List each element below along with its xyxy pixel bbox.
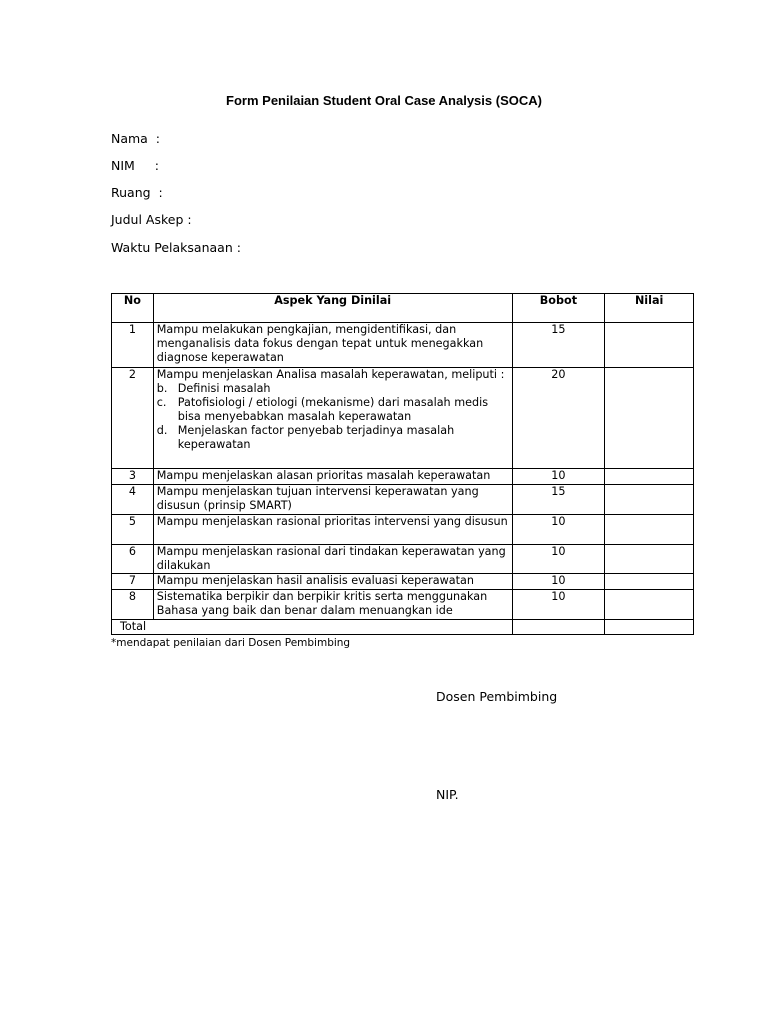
row-bobot: 10 <box>512 590 605 620</box>
field-ruang: Ruang : <box>111 185 163 200</box>
table-row <box>112 590 694 620</box>
row-aspek: Mampu menjelaskan rasional dari tindakan keperawatan yang dilakukan <box>153 545 512 574</box>
row-nilai-cell[interactable] <box>605 323 694 368</box>
field-nama: Nama : <box>111 131 161 146</box>
row-nilai-cell[interactable] <box>605 590 694 620</box>
row-aspek-intro: Mampu menjelaskan Analisa masalah keperawatan, meliputi : <box>156 368 505 381</box>
row-nilai-cell[interactable] <box>605 515 694 545</box>
row-aspek <box>153 368 512 469</box>
signature-nip: NIP. <box>436 787 459 802</box>
row-aspek: Mampu menjelaskan alasan prioritas masalah keperawatan <box>153 469 512 485</box>
field-waktu-pelaksanaan: Waktu Pelaksanaan : <box>111 240 241 255</box>
row-bobot: 10 <box>512 574 605 590</box>
sub-text: Definisi masalah <box>177 382 271 395</box>
row-no: 6 <box>112 545 154 574</box>
row-no: 8 <box>112 590 154 620</box>
header-nilai: Nilai <box>605 294 694 323</box>
table-row <box>112 368 694 469</box>
row-no: 5 <box>112 515 154 545</box>
field-judul-askep: Judul Askep : <box>111 212 192 227</box>
sub-marker: d. <box>156 424 168 437</box>
row-nilai-cell[interactable] <box>605 574 694 590</box>
header-aspek: Aspek Yang Dinilai <box>153 294 512 323</box>
sub-item <box>157 424 509 452</box>
sub-marker: b. <box>156 382 168 395</box>
table-row <box>112 323 694 368</box>
sub-marker: c. <box>156 396 167 409</box>
table-header-row <box>112 294 694 323</box>
row-aspek: Mampu menjelaskan rasional prioritas intervensi yang disusun <box>153 515 512 545</box>
row-aspek: Mampu menjelaskan hasil analisis evaluasi keperawatan <box>153 574 512 590</box>
table-row <box>112 574 694 590</box>
field-nim: NIM : <box>111 158 159 173</box>
form-title: Form Penilaian Student Oral Case Analysis (SOCA) <box>226 93 542 108</box>
row-nilai-cell[interactable] <box>605 485 694 515</box>
row-no: 2 <box>112 368 154 469</box>
sub-item <box>157 396 509 424</box>
assessment-table <box>111 293 694 635</box>
row-no: 1 <box>112 323 154 368</box>
total-label: Total <box>112 620 513 635</box>
row-bobot: 20 <box>512 368 605 469</box>
sub-text: Menjelaskan factor penyebab terjadinya masalah keperawatan <box>177 424 455 451</box>
row-nilai-cell[interactable] <box>605 368 694 469</box>
total-nilai-cell[interactable] <box>605 620 694 635</box>
row-bobot: 10 <box>512 515 605 545</box>
table-row <box>112 515 694 545</box>
header-no: No <box>112 294 154 323</box>
total-bobot-cell <box>512 620 605 635</box>
row-no: 4 <box>112 485 154 515</box>
row-aspek: Mampu menjelaskan tujuan intervensi keperawatan yang disusun (prinsip SMART) <box>153 485 512 515</box>
sub-item <box>157 382 509 396</box>
row-no: 3 <box>112 469 154 485</box>
footnote: *mendapat penilaian dari Dosen Pembimbing <box>111 637 351 649</box>
sub-text: Patofisiologi / etiologi (mekanisme) dari masalah medis bisa menyebabkan masalah keperawatan <box>177 396 489 423</box>
table-row <box>112 469 694 485</box>
row-bobot: 15 <box>512 323 605 368</box>
row-bobot: 10 <box>512 545 605 574</box>
row-no: 7 <box>112 574 154 590</box>
row-bobot: 15 <box>512 485 605 515</box>
row-bobot: 10 <box>512 469 605 485</box>
table-total-row <box>112 620 694 635</box>
row-nilai-cell[interactable] <box>605 469 694 485</box>
row-aspek: Sistematika berpikir dan berpikir kritis serta menggunakan Bahasa yang baik dan benar dalam menuangkan ide <box>153 590 512 620</box>
header-bobot: Bobot <box>512 294 605 323</box>
table-row <box>112 485 694 515</box>
sub-list <box>157 382 509 452</box>
row-nilai-cell[interactable] <box>605 545 694 574</box>
signature-role: Dosen Pembimbing <box>436 689 558 704</box>
row-aspek: Mampu melakukan pengkajian, mengidentifikasi, dan menganalisis data fokus dengan tepat untuk menegakkan diagnose keperawatan <box>153 323 512 368</box>
table-row <box>112 545 694 574</box>
